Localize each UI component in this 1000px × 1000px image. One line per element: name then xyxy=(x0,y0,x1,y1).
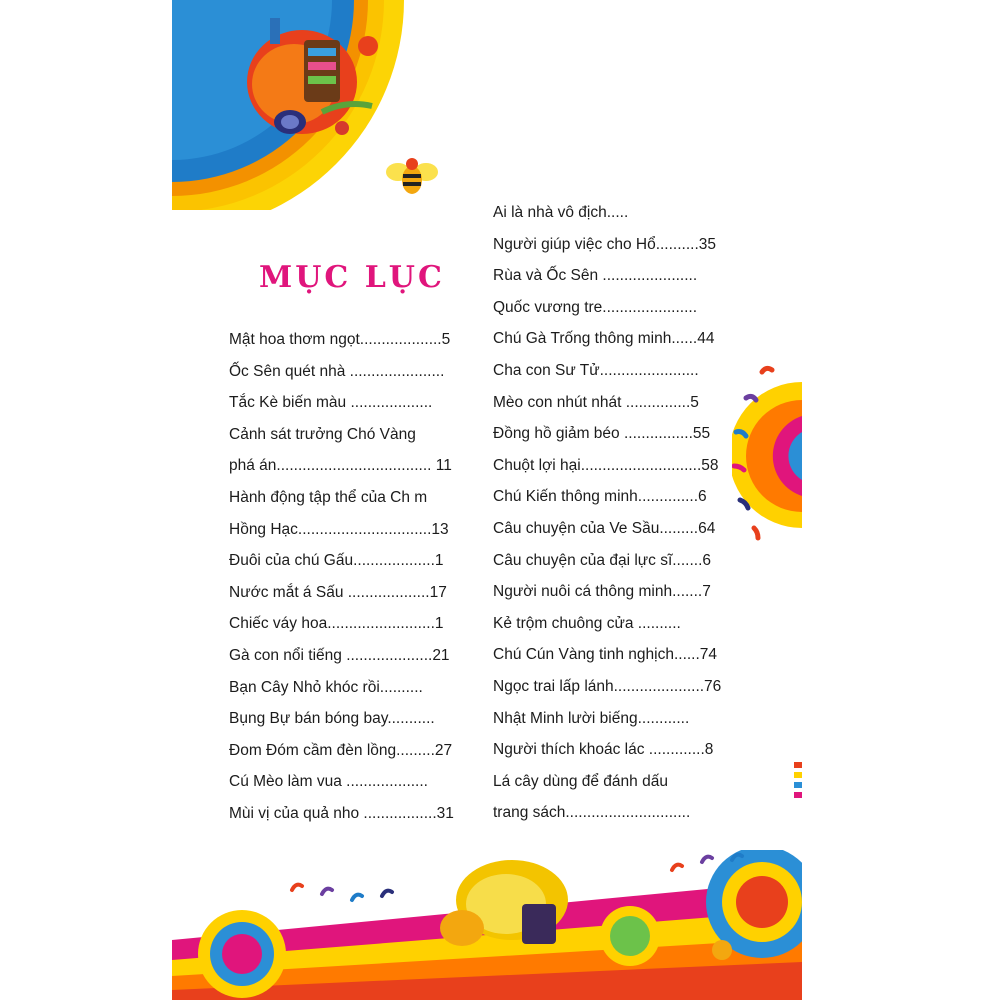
toc-entry[interactable]: Ngọc trai lấp lánh.....................76 xyxy=(493,677,722,695)
toc-entry[interactable]: Bụng Bự bán bóng bay........... xyxy=(229,710,435,728)
toc-entry[interactable]: Kẻ trộm chuông cửa .......... xyxy=(493,614,681,632)
toc-entry[interactable]: Lá cây dùng để đánh dấu xyxy=(493,772,668,790)
small-rainbow-accent xyxy=(790,760,802,800)
toc-entry[interactable]: Câu chuyện của đại lực sĩ.......6 xyxy=(493,551,712,569)
bee-illustration xyxy=(384,154,440,198)
toc-entry[interactable]: Bạn Cây Nhỏ khóc rồi.......... xyxy=(229,678,423,696)
toc-column-right xyxy=(493,197,743,829)
toc-entry[interactable]: Cảnh sát trưởng Chó Vàng xyxy=(229,425,416,443)
toc-entry[interactable]: Rùa và Ốc Sên ...................... xyxy=(493,267,698,285)
toc-entry[interactable]: Người thích khoác lác .............8 xyxy=(493,741,714,759)
toc-entry[interactable]: Chú Gà Trống thông minh......44 xyxy=(493,330,715,348)
toc-entry[interactable]: Hồng Hạc...............................13 xyxy=(229,520,449,538)
toc-entry[interactable]: Gà con nổi tiếng ....................21 xyxy=(229,646,450,664)
toc-entry[interactable]: Chú Cún Vàng tinh nghịch......74 xyxy=(493,646,718,664)
toc-entry[interactable]: Ai là nhà vô địch..... xyxy=(493,204,629,221)
toc-column-left xyxy=(229,324,479,830)
toc-entry[interactable]: Người nuôi cá thông minh.......7 xyxy=(493,583,711,601)
toc-entry[interactable]: trang sách............................. xyxy=(493,804,691,822)
toc-entry[interactable]: phá án.................................... 11 xyxy=(229,457,452,475)
toc-entry[interactable]: Mùi vị của quả nho .................31 xyxy=(229,804,454,822)
toc-entry[interactable]: Cú Mèo làm vua ................... xyxy=(229,773,428,791)
toc-entry[interactable]: Nhật Minh lười biếng............ xyxy=(493,709,690,727)
toc-entry[interactable]: Người giúp việc cho Hổ..........35 xyxy=(493,235,717,253)
toc-entry[interactable]: Hành động tập thể của Ch m xyxy=(229,488,428,506)
toc-entry[interactable]: Mèo con nhút nhát ...............5 xyxy=(493,393,699,411)
toc-entry[interactable]: Câu chuyện của Ve Sầu.........64 xyxy=(493,519,716,537)
toc-entry[interactable]: Nước mắt á Sấu ...................17 xyxy=(229,583,447,601)
toc-entry[interactable]: Quốc vương tre...................... xyxy=(493,298,698,316)
bottom-rainbow-band xyxy=(172,850,802,1000)
toc-entry[interactable]: Mật hoa thơm ngọt...................5 xyxy=(229,331,451,348)
toc-entry[interactable]: Đồng hồ giảm béo ................55 xyxy=(493,425,711,443)
table-of-contents-heading: MỤC LỤC xyxy=(259,260,445,295)
toc-entry[interactable]: Chú Kiến thông minh..............6 xyxy=(493,488,707,506)
toc-entry[interactable]: Tắc Kè biến màu ................... xyxy=(229,394,433,412)
toc-entry[interactable]: Chuột lợi hại............................58 xyxy=(493,456,719,474)
toc-entry[interactable]: Chiếc váy hoa.........................1 xyxy=(229,615,444,633)
toc-entry[interactable]: Đom Đóm cầm đèn lồng.........27 xyxy=(229,741,453,759)
book-page xyxy=(172,0,802,1000)
top-arc-illustration xyxy=(172,0,412,210)
toc-entry[interactable]: Đuôi của chú Gấu...................1 xyxy=(229,552,444,570)
toc-entry[interactable]: Cha con Sư Tử....................... xyxy=(493,361,699,379)
toc-entry[interactable]: Ốc Sên quét nhà ...................... xyxy=(229,362,445,380)
